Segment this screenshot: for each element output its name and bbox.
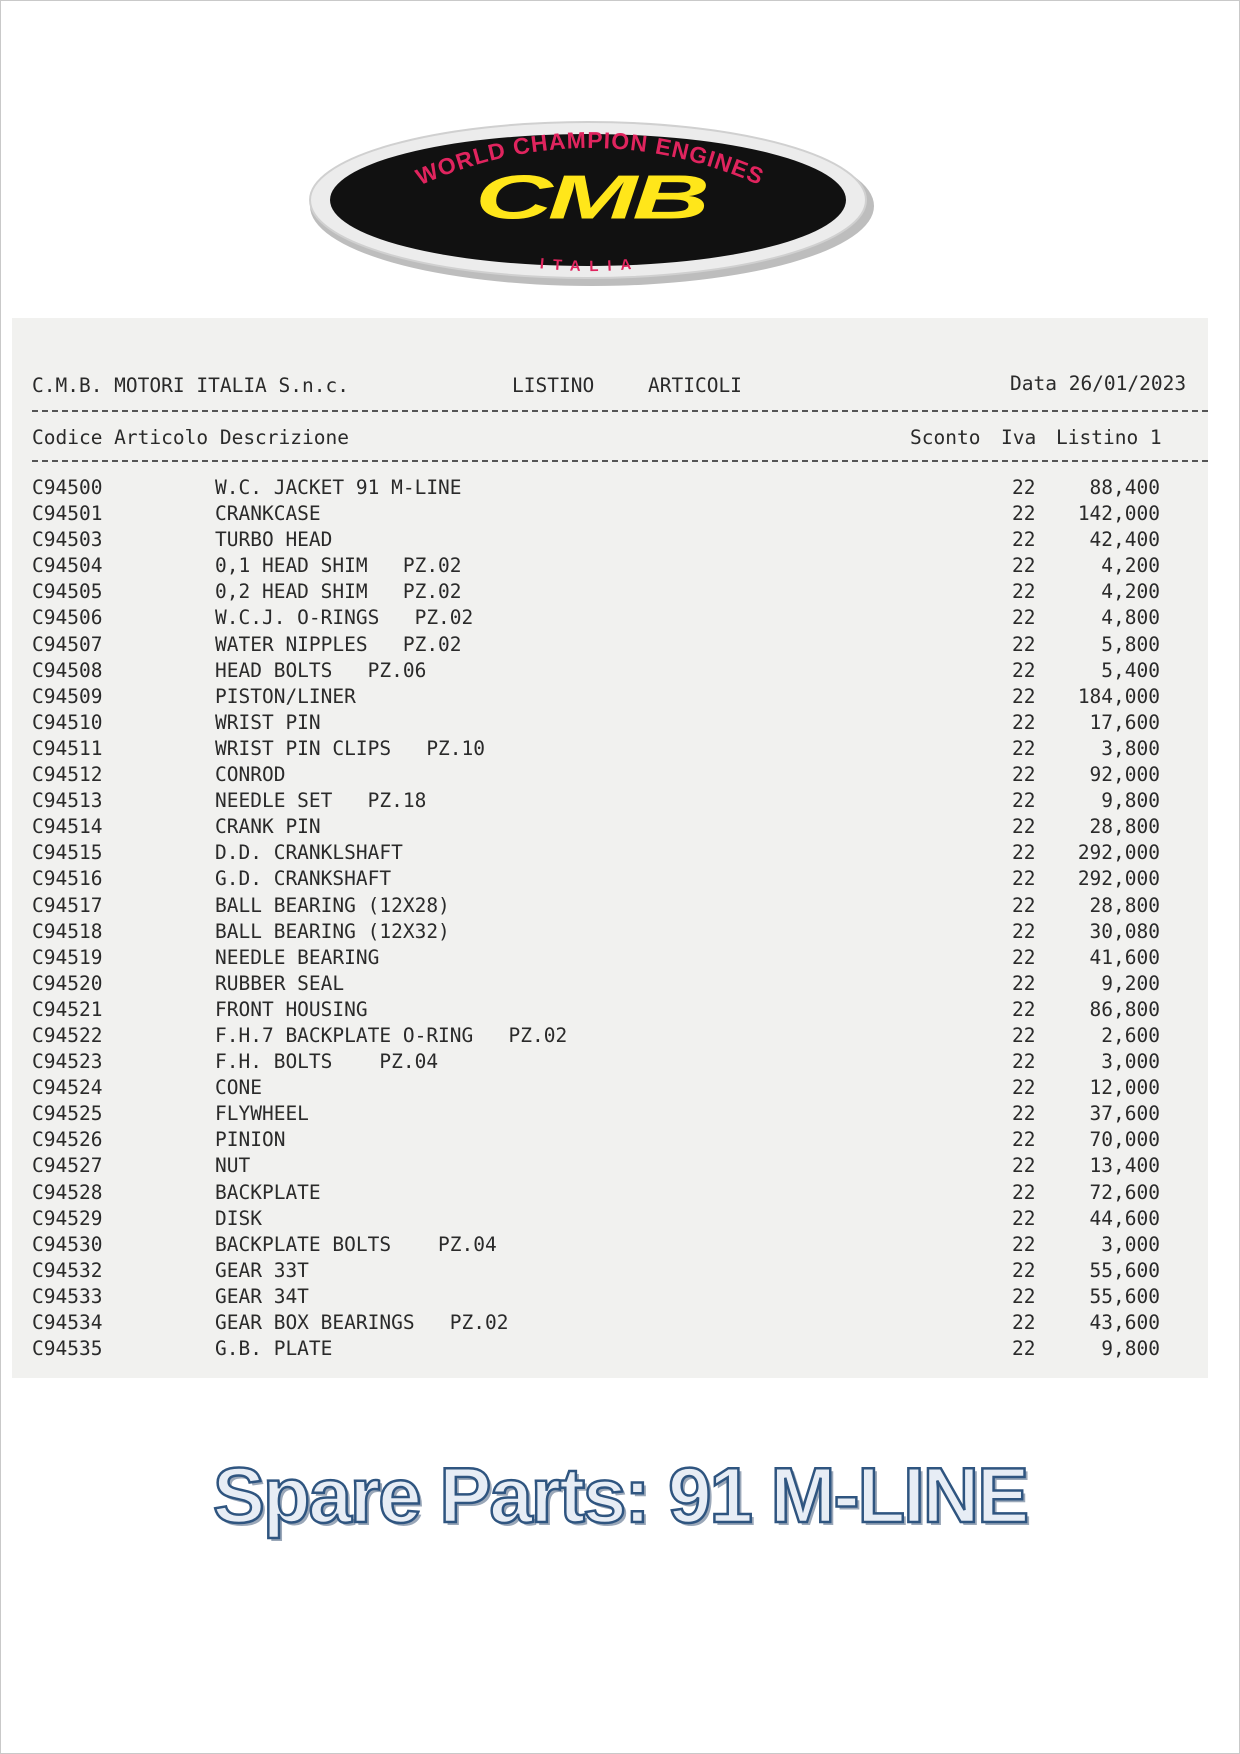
item-code: C94519 [32, 945, 103, 969]
item-description: NEEDLE SET PZ.18 [215, 789, 427, 813]
item-price: 88,400 [1089, 476, 1160, 499]
item-code: C94513 [32, 789, 103, 813]
table-row [12, 1207, 1208, 1233]
item-vat: 22 [1012, 476, 1036, 499]
item-vat: 22 [1012, 710, 1036, 734]
item-price: 4,200 [1101, 580, 1160, 604]
item-price: 5,800 [1101, 632, 1160, 656]
table-row [12, 1102, 1208, 1128]
item-price: 9,200 [1101, 971, 1160, 995]
item-description: NEEDLE BEARING [215, 945, 380, 969]
item-code: C94508 [32, 658, 103, 682]
item-description: W.C.J. O-RINGS PZ.02 [215, 606, 474, 630]
item-price: 9,800 [1101, 1337, 1160, 1361]
item-vat: 22 [1012, 1180, 1036, 1204]
item-price: 4,800 [1101, 606, 1160, 630]
item-description: DISK [215, 1206, 262, 1230]
item-code: C94532 [32, 1258, 103, 1282]
item-code: C94512 [32, 763, 103, 787]
table-row [12, 841, 1208, 867]
item-description: F.H. BOLTS PZ.04 [215, 1050, 439, 1074]
header-divider [32, 410, 1208, 412]
table-row [12, 972, 1208, 998]
item-vat: 22 [1012, 815, 1036, 839]
item-vat: 22 [1012, 684, 1036, 708]
page-title: Spare Parts: 91 M-LINE [212, 1451, 1028, 1539]
item-vat: 22 [1012, 763, 1036, 787]
table-row [12, 737, 1208, 763]
item-code: C94520 [32, 971, 103, 995]
item-vat: 22 [1012, 736, 1036, 760]
item-vat: 22 [1012, 971, 1036, 995]
item-price: 28,800 [1089, 815, 1160, 839]
item-vat: 22 [1012, 841, 1036, 865]
item-price: 92,000 [1089, 763, 1160, 787]
item-vat: 22 [1012, 1128, 1036, 1152]
item-vat: 22 [1012, 997, 1036, 1021]
table-row [12, 815, 1208, 841]
item-price: 9,800 [1101, 789, 1160, 813]
table-row [12, 1050, 1208, 1076]
table-row [12, 711, 1208, 737]
list-title-listino: LISTINO [512, 374, 595, 397]
item-description: TURBO HEAD [215, 528, 333, 552]
item-code: C94530 [32, 1232, 103, 1256]
item-code: C94534 [32, 1311, 103, 1334]
col-header-discount: Sconto [910, 426, 981, 449]
item-price: 72,600 [1089, 1180, 1160, 1204]
item-price: 5,400 [1101, 658, 1160, 682]
item-price: 41,600 [1089, 945, 1160, 969]
item-code: C94515 [32, 841, 103, 865]
item-code: C94501 [32, 502, 103, 526]
item-vat: 22 [1012, 1258, 1036, 1282]
item-vat: 22 [1012, 1337, 1036, 1361]
item-description: GEAR 33T [215, 1258, 309, 1282]
col-header-vat: Iva [1001, 426, 1037, 449]
table-row [12, 998, 1208, 1024]
cmb-logo [300, 112, 880, 292]
item-price: 55,600 [1089, 1284, 1160, 1308]
item-price: 4,200 [1101, 554, 1160, 578]
item-description: W.C. JACKET 91 M-LINE [215, 476, 462, 499]
item-vat: 22 [1012, 1102, 1036, 1126]
item-description: NUT [215, 1154, 251, 1178]
item-description: CRANK PIN [215, 815, 321, 839]
item-vat: 22 [1012, 528, 1036, 552]
item-vat: 22 [1012, 1050, 1036, 1074]
item-vat: 22 [1012, 789, 1036, 813]
item-price: 37,600 [1089, 1102, 1160, 1126]
table-row [12, 1076, 1208, 1102]
item-description: FLYWHEEL [215, 1102, 309, 1126]
item-code: C94517 [32, 893, 103, 917]
item-description: BALL BEARING (12X32) [215, 919, 450, 943]
table-row [12, 946, 1208, 972]
table-row [12, 659, 1208, 685]
item-price: 292,000 [1077, 867, 1160, 891]
item-code: C94504 [32, 554, 103, 578]
item-code: C94516 [32, 867, 103, 891]
item-description: G.B. PLATE [215, 1337, 333, 1361]
item-code: C94533 [32, 1284, 103, 1308]
table-row [12, 502, 1208, 528]
table-row [12, 528, 1208, 554]
item-description: CONE [215, 1076, 262, 1100]
item-price: 184,000 [1077, 684, 1160, 708]
item-code: C94503 [32, 528, 103, 552]
logo-mark: CMB [475, 162, 705, 232]
item-description: CRANKCASE [215, 502, 321, 526]
item-price: 44,600 [1089, 1206, 1160, 1230]
item-code: C94518 [32, 919, 103, 943]
item-price: 30,080 [1089, 919, 1160, 943]
item-vat: 22 [1012, 1076, 1036, 1100]
item-price: 12,000 [1089, 1076, 1160, 1100]
col-header-code-description: Codice Articolo Descrizione [32, 426, 349, 449]
table-row [12, 1154, 1208, 1180]
item-vat: 22 [1012, 1232, 1036, 1256]
item-vat: 22 [1012, 632, 1036, 656]
item-price: 3,800 [1101, 736, 1160, 760]
logo-top-text: WORLD CHAMPION ENGINES [411, 126, 769, 190]
item-description: RUBBER SEAL [215, 971, 345, 995]
table-row [12, 1181, 1208, 1207]
table-row [12, 763, 1208, 789]
item-vat: 22 [1012, 580, 1036, 604]
item-code: C94523 [32, 1050, 103, 1074]
item-price: 70,000 [1089, 1128, 1160, 1152]
item-price: 3,000 [1101, 1232, 1160, 1256]
item-description: FRONT HOUSING [215, 997, 368, 1021]
table-row [12, 1233, 1208, 1259]
item-list [12, 476, 1208, 1363]
item-vat: 22 [1012, 1023, 1036, 1047]
item-description: D.D. CRANKLSHAFT [215, 841, 403, 865]
item-code: C94507 [32, 632, 103, 656]
columns-divider [32, 460, 1208, 462]
item-price: 3,000 [1101, 1050, 1160, 1074]
item-description: GEAR BOX BEARINGS PZ.02 [215, 1311, 509, 1334]
item-price: 86,800 [1089, 997, 1160, 1021]
item-code: C94511 [32, 736, 103, 760]
table-row [12, 554, 1208, 580]
table-row [12, 789, 1208, 815]
item-description: BACKPLATE BOLTS PZ.04 [215, 1232, 497, 1256]
item-vat: 22 [1012, 1154, 1036, 1178]
item-price: 55,600 [1089, 1258, 1160, 1282]
item-vat: 22 [1012, 919, 1036, 943]
item-vat: 22 [1012, 945, 1036, 969]
item-code: C94529 [32, 1206, 103, 1230]
item-code: C94524 [32, 1076, 103, 1100]
item-vat: 22 [1012, 606, 1036, 630]
item-code: C94527 [32, 1154, 103, 1178]
item-description: BALL BEARING (12X28) [215, 893, 450, 917]
item-description: WATER NIPPLES PZ.02 [215, 632, 462, 656]
item-description: HEAD BOLTS PZ.06 [215, 658, 427, 682]
table-row [12, 580, 1208, 606]
company-name: C.M.B. MOTORI ITALIA S.n.c. [32, 374, 349, 397]
table-row [12, 1024, 1208, 1050]
table-row [12, 633, 1208, 659]
table-row [12, 606, 1208, 632]
svg-text:ITALIA [539, 255, 641, 275]
item-code: C94521 [32, 997, 103, 1021]
item-price: 42,400 [1089, 528, 1160, 552]
item-vat: 22 [1012, 893, 1036, 917]
table-row [12, 1337, 1208, 1363]
item-vat: 22 [1012, 658, 1036, 682]
item-vat: 22 [1012, 867, 1036, 891]
table-row [12, 685, 1208, 711]
table-row [12, 894, 1208, 920]
item-code: C94514 [32, 815, 103, 839]
item-price: 28,800 [1089, 893, 1160, 917]
table-row [12, 1259, 1208, 1285]
item-price: 142,000 [1077, 502, 1160, 526]
cmb-logo-graphic [300, 112, 880, 292]
item-price: 43,600 [1089, 1311, 1160, 1334]
item-description: PISTON/LINER [215, 684, 356, 708]
item-description: WRIST PIN [215, 710, 321, 734]
item-description: 0,1 HEAD SHIM PZ.02 [215, 554, 462, 578]
item-vat: 22 [1012, 1206, 1036, 1230]
table-row [12, 1285, 1208, 1311]
item-price: 292,000 [1077, 841, 1160, 865]
item-price: 2,600 [1101, 1023, 1160, 1047]
logo-bottom-text: ITALIA [539, 255, 641, 276]
item-price: 13,400 [1089, 1154, 1160, 1178]
item-code: C94526 [32, 1128, 103, 1152]
item-description: G.D. CRANKSHAFT [215, 867, 392, 891]
table-row [12, 867, 1208, 893]
item-vat: 22 [1012, 502, 1036, 526]
item-description: PINION [215, 1128, 286, 1152]
table-row [12, 1311, 1208, 1337]
item-vat: 22 [1012, 1284, 1036, 1308]
list-date: Data 26/01/2023 [1010, 372, 1187, 395]
item-code: C94528 [32, 1180, 103, 1204]
item-description: CONROD [215, 763, 286, 787]
table-row [12, 1128, 1208, 1154]
table-row [12, 476, 1208, 502]
item-vat: 22 [1012, 1311, 1036, 1334]
price-list-scan [12, 318, 1208, 1378]
item-description: GEAR 34T [215, 1284, 309, 1308]
table-row [12, 920, 1208, 946]
item-code: C94510 [32, 710, 103, 734]
item-description: BACKPLATE [215, 1180, 321, 1204]
item-description: WRIST PIN CLIPS PZ.10 [215, 736, 486, 760]
item-code: C94505 [32, 580, 103, 604]
list-title-articoli: ARTICOLI [648, 374, 742, 397]
item-price: 17,600 [1089, 710, 1160, 734]
col-header-price: Listino 1 [1056, 426, 1162, 449]
item-code: C94509 [32, 684, 103, 708]
item-vat: 22 [1012, 554, 1036, 578]
item-code: C94525 [32, 1102, 103, 1126]
item-code: C94506 [32, 606, 103, 630]
item-description: 0,2 HEAD SHIM PZ.02 [215, 580, 462, 604]
item-code: C94535 [32, 1337, 103, 1361]
item-code: C94522 [32, 1023, 103, 1047]
item-description: F.H.7 BACKPLATE O-RING PZ.02 [215, 1023, 568, 1047]
item-code: C94500 [32, 476, 103, 499]
